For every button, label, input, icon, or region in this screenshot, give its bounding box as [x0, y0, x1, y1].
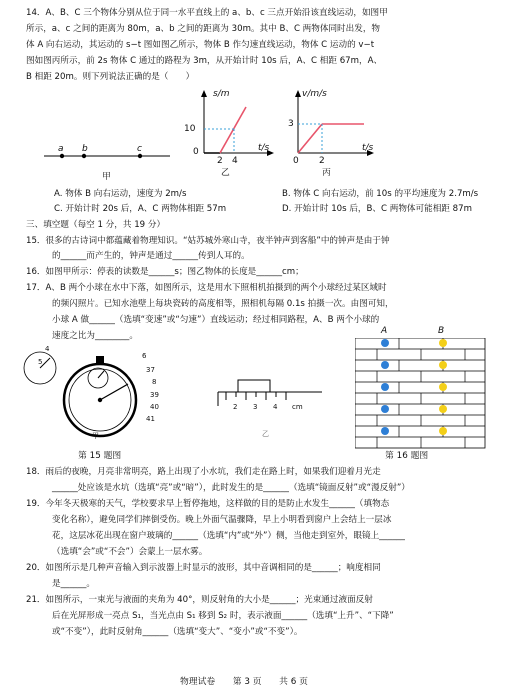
watch-num-5: 5 — [38, 358, 43, 366]
page-footer: 物理试卷 第 3 页 共 6 页 — [180, 677, 308, 687]
fig15-caption: 第 15 题图 — [78, 451, 122, 461]
yi-xtick-2: 2 — [217, 156, 223, 166]
ball-b-4 — [439, 405, 447, 413]
ball-b-2 — [439, 361, 447, 369]
q20-line-2: 是______。 — [52, 579, 95, 589]
q15-line-2: 的______而产生的，钟声是通过______传到人耳的。 — [52, 251, 250, 261]
q14-line-4: 图如图丙所示，前 2s 物体 C 通过的路程为 3m，从开始计时 10s 后，A、C 相距 67m，A、 — [26, 56, 383, 66]
bing-xlabel: t/s — [362, 143, 374, 153]
watch-num-39: 39 — [150, 391, 159, 399]
ball-b-1 — [439, 339, 447, 347]
label-b: b — [82, 144, 88, 154]
ball-a-5 — [381, 427, 389, 435]
yi-ytick-10: 10 — [184, 124, 196, 134]
q14-option-b: B. 物体 C 向右运动，前 10s 的平均速度为 2.7m/s — [282, 189, 479, 199]
q21-line-2: 后在光屏形成一亮点 S₁，当光点由 S₁ 移到 S₂ 时，表示液面______（选填“上升”、“下降” — [52, 611, 394, 621]
fig-yi-caption: 乙 — [221, 168, 230, 178]
q16-line: 16．如图甲所示：停表的读数是______s；图乙物体的长度是______cm； — [26, 267, 304, 277]
q21-line-3: 或“不变”），此时反射角______（选填“变大”、“变小”或“不变”）。 — [52, 627, 303, 637]
fig16-caption: 第 16 题图 — [385, 451, 429, 461]
ruler-unit: cm — [292, 403, 303, 411]
ball-b-3 — [439, 383, 447, 391]
ball-a-3 — [381, 383, 389, 391]
fig15-jia-caption: 甲 — [92, 432, 99, 440]
watch-num-4: 4 — [45, 345, 50, 353]
q14-line-3: 体 A 向右运动，其运动的 s−t 图如图乙所示，物体 B 作匀速直线运动，物体 C 运动的 v−t — [26, 40, 375, 50]
q17-line-1: 17．A、B 两个小球在水中下落，如图所示，这是用水下照相机拍摄到的两个小球经过某区域时 — [26, 283, 387, 293]
q20-line-1: 20．如图所示是几种声音输入到示波器上时显示的波形，其中音调相同的是______；响度相同 — [26, 563, 381, 573]
q19-line-3: 花，这层冰花出现在窗户玻璃的______（选填“内”或“外”）侧，当他走到室外，眼镜上______ — [52, 531, 405, 541]
watch-num-40: 40 — [150, 403, 159, 411]
q19-line-2: 变化名称），避免同学们摔倒受伤。晚上外面气温骤降，早上小明看到窗户上会结上一层冰 — [52, 515, 392, 525]
q17-line-4: 速度之比为________。 — [52, 331, 138, 341]
q14-line-1: 14．A、B、C 三个物体分别从位于同一水平直线上的 a、b、c 三点开始沿该直线运动，如图甲 — [26, 8, 388, 18]
ball-a-4 — [381, 405, 389, 413]
ruler-tick-4: 4 — [273, 403, 278, 411]
watch-num-6: 6 — [142, 352, 147, 360]
q14-line-5: B 相距 20m。则下列说法正确的是（ ） — [26, 72, 195, 82]
yi-xtick-4: 4 — [232, 156, 238, 166]
ruler-tick-3: 3 — [253, 403, 258, 411]
bing-xtick-2: 2 — [319, 156, 325, 166]
yi-xlabel: t/s — [258, 143, 270, 153]
fig-jia-caption: 甲 — [102, 172, 111, 182]
section-3-heading: 三、填空题（每空 1 分，共 19 分） — [26, 220, 166, 230]
q19-line-4: （选填“会”或“不会”）会蒙上一层水雾。 — [52, 547, 208, 557]
watch-num-8: 8 — [152, 378, 157, 386]
brick-wall-figure — [355, 338, 487, 450]
label-c: c — [137, 144, 142, 154]
q14-option-a: A. 物体 B 向右运动，速度为 2m/s — [54, 189, 187, 199]
yi-ylabel: s/m — [213, 89, 230, 99]
q17-line-2: 的频闪照片。已知水池壁上每块瓷砖的高度相等，照相机每隔 0.1s 拍摄一次。由图可知， — [52, 299, 394, 309]
q18-line-1: 18．雨后的夜晚，月亮非常明亮，路上出现了小水坑，我们走在路上时，如果我们迎着月光走 — [26, 467, 381, 477]
q21-line-1: 21．如图所示，一束光与液面的夹角为 40°，则反射角的大小是______；光束通过液面反射 — [26, 595, 373, 605]
q14-option-d: D. 开始计时 10s 后，B、C 两物体可能相距 87m — [282, 204, 472, 214]
q14-option-c: C. 开始计时 20s 后，A、C 两物体相距 57m — [54, 204, 227, 214]
q17-line-3: 小球 A 做______（选填“变速”或“匀速”）直线运动；经过相同路程，A、B 两个小球的 — [52, 315, 380, 325]
bing-xtick-0: 0 — [293, 156, 299, 166]
q19-line-1: 19．今年冬天极寒的天气，学校要求早上暂停拖地，这样做的目的是防止水发生______（填物态 — [26, 499, 390, 509]
q15-line-1: 15．很多的古诗词中都蕴藏着物理知识。“姑苏城外寒山寺，夜半钟声到客船”中的钟声是由于钟 — [26, 236, 390, 246]
fig-bing-caption: 丙 — [322, 168, 331, 178]
label-a: a — [58, 144, 64, 154]
watch-num-41: 41 — [146, 415, 155, 423]
fig15-yi-caption: 乙 — [262, 430, 269, 438]
brick-label-b: B — [438, 326, 445, 336]
brick-label-a: A — [381, 326, 388, 336]
q14-line-2: 所示，a、c 之间的距离为 80m，a、b 之间的距离为 30m。其中 B、C 两物体同时出发，物 — [26, 24, 381, 34]
q18-line-2: ______处应该是水坑（选填“亮”或“暗”），此时发生的是______（选填“镜面反射”或“漫反射”） — [52, 483, 410, 493]
yi-ytick-0: 0 — [193, 147, 199, 157]
ball-b-5 — [439, 427, 447, 435]
bing-ytick-3: 3 — [288, 119, 294, 129]
watch-num-37: 37 — [146, 366, 155, 374]
ruler-tick-2: 2 — [233, 403, 238, 411]
ball-a-1 — [381, 339, 389, 347]
bing-ylabel: v/m/s — [302, 89, 327, 99]
ball-a-2 — [381, 361, 389, 369]
